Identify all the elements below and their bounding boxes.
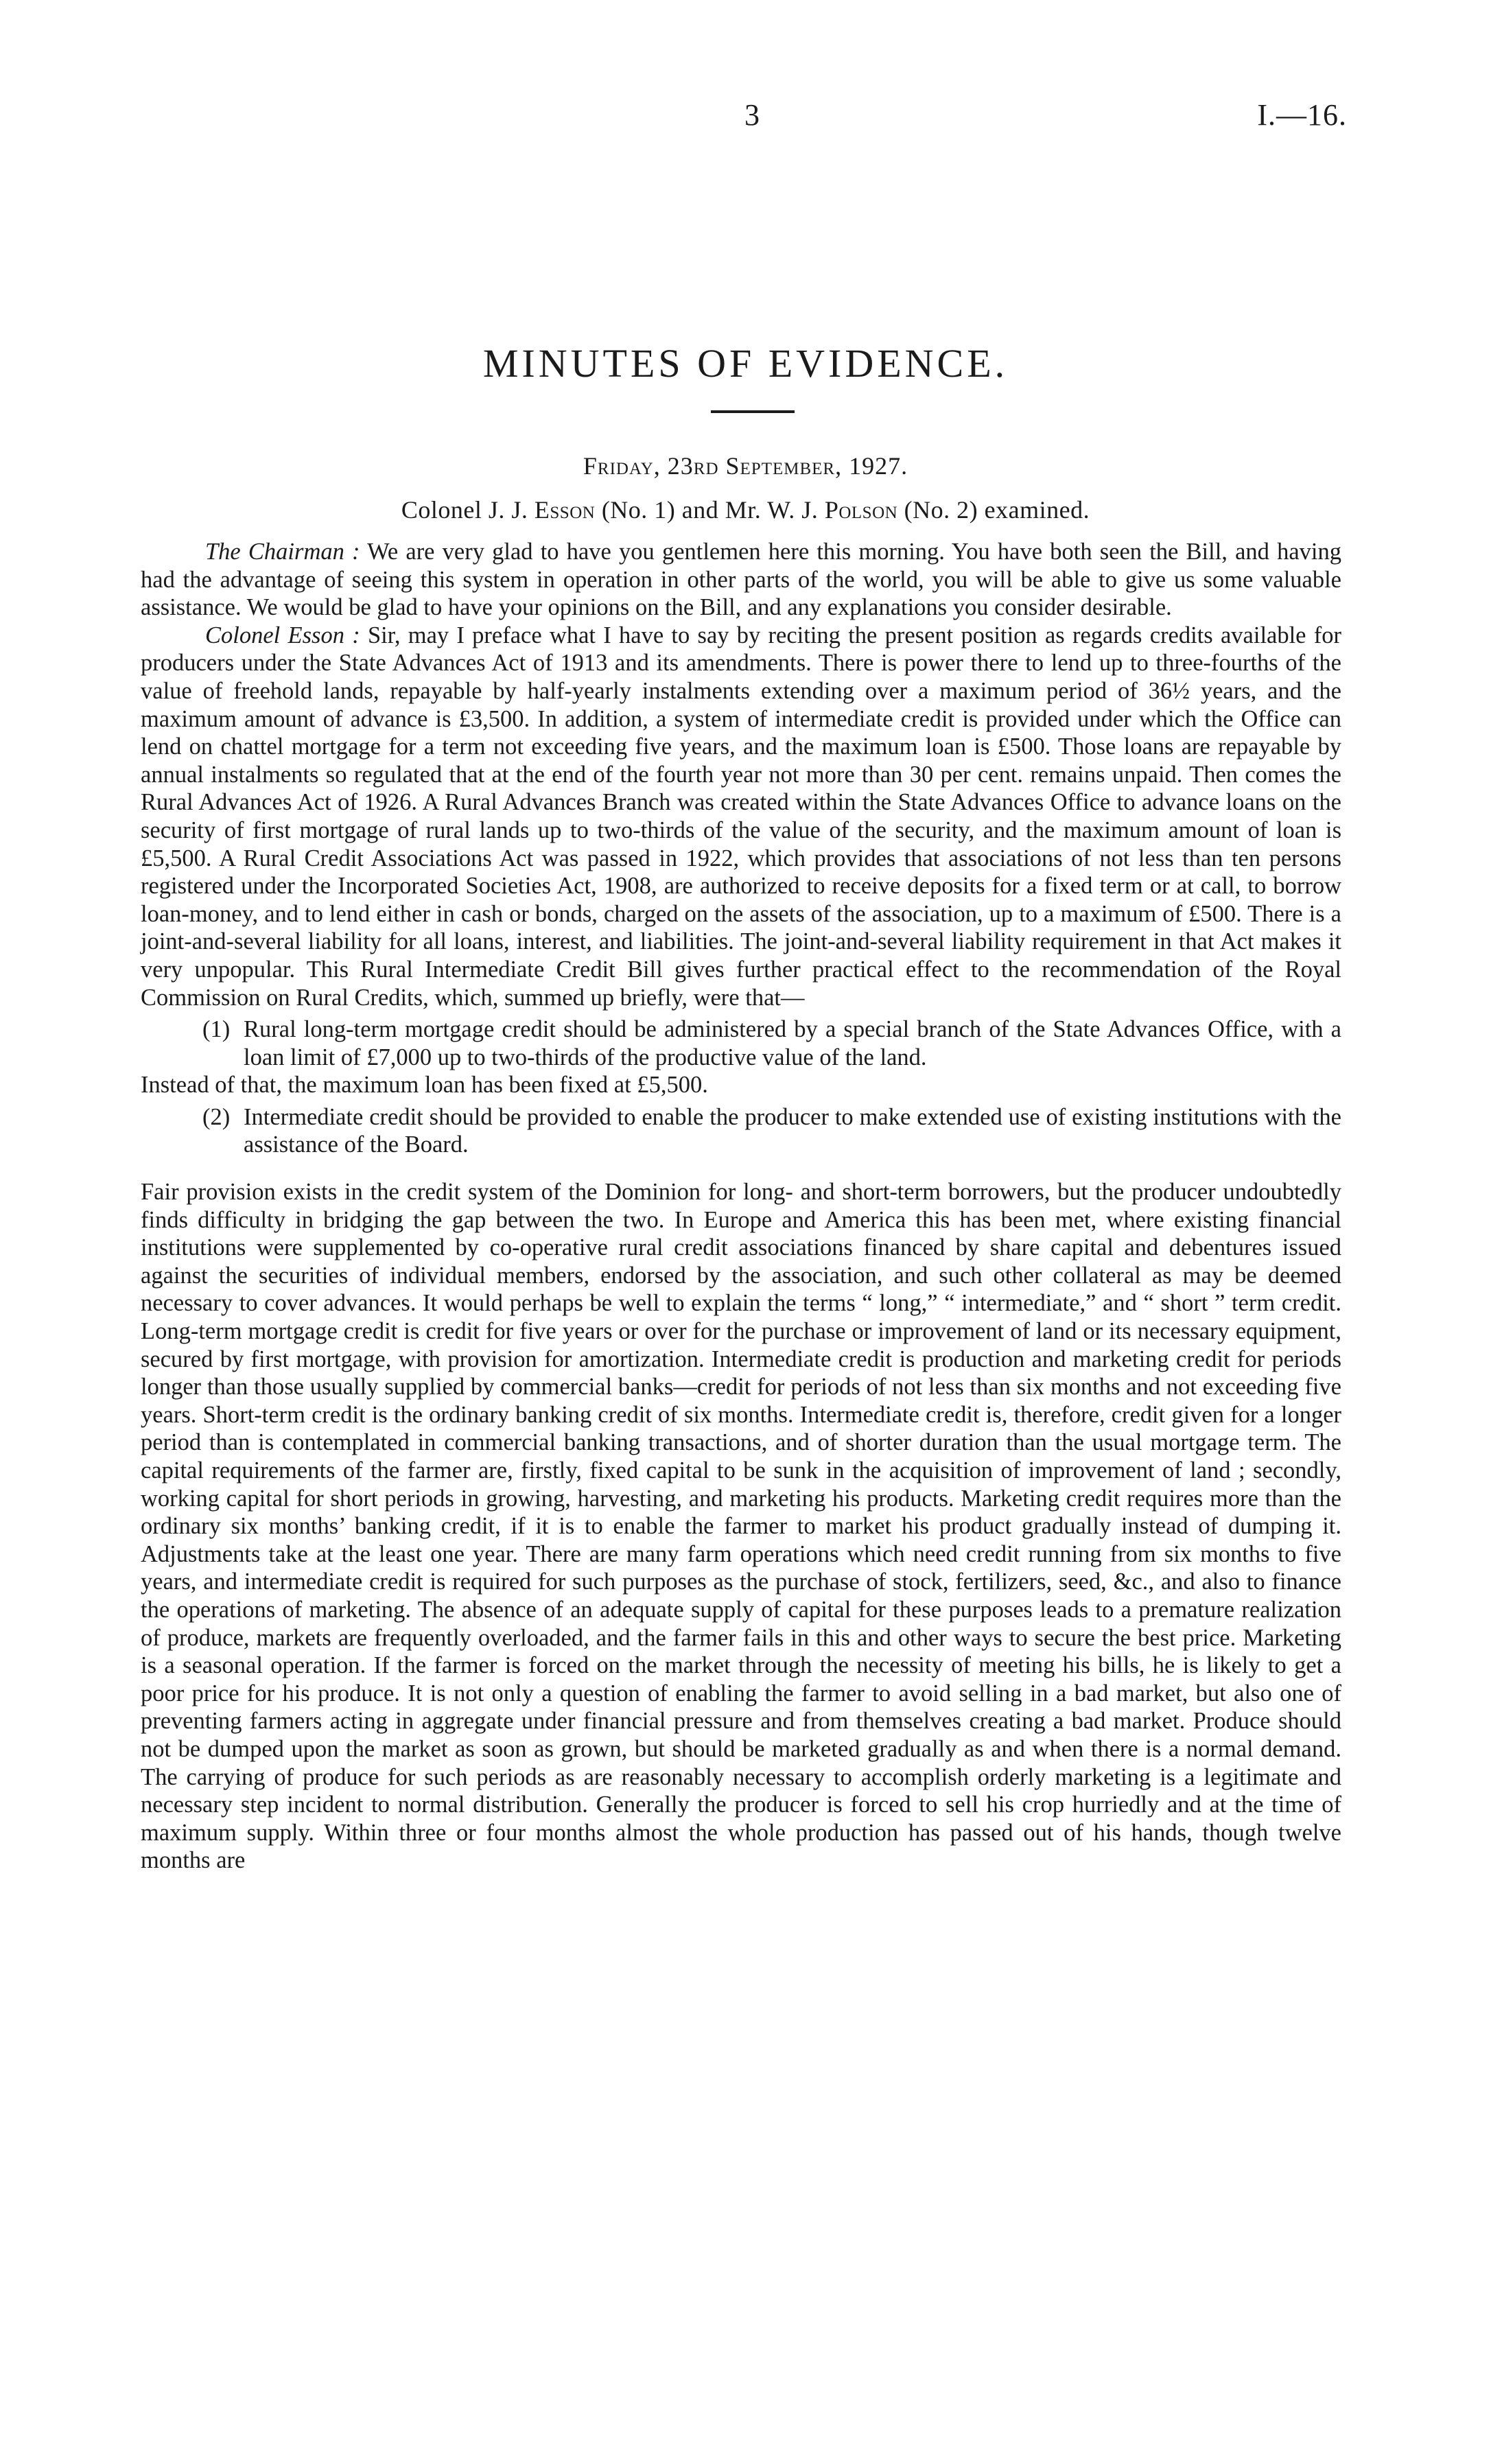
- document-reference: I.—16.: [1257, 98, 1347, 132]
- session-date: Friday, 23rd September, 1927.: [583, 452, 908, 480]
- page-number: 3: [744, 98, 760, 132]
- list-item: [141, 1103, 1341, 1159]
- title-divider: [711, 410, 795, 413]
- list-item-number: (1): [202, 1016, 231, 1043]
- paragraph-note: Instead of that, the maximum loan has been fixed at £5,500.: [141, 1072, 708, 1099]
- witness-name-esson: Esson: [534, 496, 596, 524]
- witnesses-mid: (No. 1) and Mr. W. J.: [601, 496, 819, 524]
- speaker-label: The Chairman :: [205, 539, 360, 565]
- paragraph-text: We are very glad to have you gentlemen here this morning. You have both seen the Bill, and having had the advantage of seeing this system in operation in other parts of the world, you will be able to give us some valuable assistance. We would be glad to have your opinions on the Bill, and any explanations you consider desirable.: [141, 539, 1341, 621]
- page-title: MINUTES OF EVIDENCE.: [482, 341, 1009, 386]
- paragraph-esson: [141, 622, 1341, 1011]
- witness-name-polson: Polson: [824, 496, 898, 524]
- witnesses-prefix: Colonel J. J.: [401, 496, 528, 524]
- witnesses-line: [0, 495, 1491, 524]
- paragraph-credit-explanation: Fair provision exists in the credit system of the Dominion for long- and short-term borrowers, but the producer undoubtedly finds difficulty in bridging the gap between the two. In Europe and America this has been met, where existing financial institutions were supplemented by co-operative rural credit associations financed by share capital and debentures issued against the securities of individual members, endorsed by the association, and such other collateral as may be deemed necessary to cover advances. It would perhaps be well to explain the terms “ long,” “ intermediate,” and “ short ” term credit. Long-term mortgage credit is credit for five years or over for the purchase or improvement of land or its necessary equipment, secured by first mortgage, with provision for amortization. Intermediate credit is production and marketing credit for periods longer than those usually supplied by commercial banks—credit for periods of not less than six months and not exceeding five years. Short-term credit is the ordinary banking credit of six months. Intermediate credit is, therefore, credit given for a longer period than is contemplated in commercial banking transactions, and of shorter duration than the usual mortgage term. The capital requirements of the farmer are, firstly, fixed capital to be sunk in the acquisition of improvement of land ; secondly, working capital for short periods in growing, harvesting, and marketing his products. Marketing credit requires more than the ordinary six months’ banking credit, if it is to enable the farmer to market his product gradually instead of dumping it. Adjustments take at the least one year. There are many farm operations which need credit running from six months to five years, and intermediate credit is required for such purposes as the purchase of stock, fertilizers, seed, &c., and also to finance the operations of marketing. The absence of an adequate supply of capital for these purposes leads to a premature realization of produce, markets are frequently overloaded, and the farmer fails in this and other ways to secure the best price. Marketing is a seasonal operation. If the farmer is forced on the market through the necessity of meeting his bills, he is likely to get a poor price for his produce. It is not only a question of enabling the farmer to avoid selling in a bad market, but also one of preventing farmers acting in aggregate under financial pressure and from themselves creating a bad market. Produce should not be dumped upon the market as soon as grown, but should be marketed gradually as and when there is a normal demand. The carrying of produce for such periods as are reasonably necessary to accomplish orderly marketing is a legitimate and necessary step incident to normal distribution. Generally the producer is forced to sell his crop hurriedly and at the time of maximum supply. Within three or four months almost the whole production has passed out of his hands, though twelve months are: [141, 1179, 1341, 1874]
- paragraph-text: Sir, may I preface what I have to say by reciting the present position as regards credits available for producers under the State Advances Act of 1913 and its amendments. There is power there to lend up to three-fourths of the value of freehold lands, repayable by half-yearly instalments extending over a maximum period of 36½ years, and the maximum amount of advance is £3,500. In addition, a system of intermediate credit is provided under which the Office can lend on chattel mortgage for a term not exceeding five years, and the maximum loan is £500. Those loans are repayable by annual instalments so regulated that at the end of the fourth year not more than 30 per cent. remains unpaid. Then comes the Rural Advances Act of 1926. A Rural Advances Branch was created within the State Advances Office to advance loans on the security of first mortgage of rural lands up to two-thirds of the value of the security, and the maximum amount of loan is £5,500. A Rural Credit Associations Act was passed in 1922, which provides that associations of not less than ten persons registered under the Incorporated Societies Act, 1908, are authorized to receive deposits for a fixed term or at call, to borrow loan-money, and to lend either in cash or bonds, charged on the assets of the association, up to a maximum of £500. There is a joint-and-several liability for all loans, interest, and liabilities. The joint-and-several liability requirement in that Act makes it very unpopular. This Rural Intermediate Credit Bill gives further practical effect to the recommendation of the Royal Commission on Rural Credits, which, summed up briefly, were that—: [141, 622, 1341, 1011]
- evidence-body: [141, 538, 1341, 1875]
- speaker-label: Colonel Esson :: [205, 622, 360, 648]
- list-item: [141, 1016, 1341, 1071]
- witnesses-suffix: (No. 2) examined.: [904, 496, 1090, 524]
- list-item-text: Rural long-term mortgage credit should be administered by a special branch of the State Advances Office, with a loan limit of £7,000 up to two-thirds of the productive value of the land.: [244, 1016, 1341, 1070]
- list-item-number: (2): [202, 1103, 231, 1130]
- paragraph-chairman: [141, 538, 1341, 622]
- list-item-text: Intermediate credit should be provided to enable the producer to make extended use of existing institutions with the assistance of the Board.: [244, 1103, 1341, 1158]
